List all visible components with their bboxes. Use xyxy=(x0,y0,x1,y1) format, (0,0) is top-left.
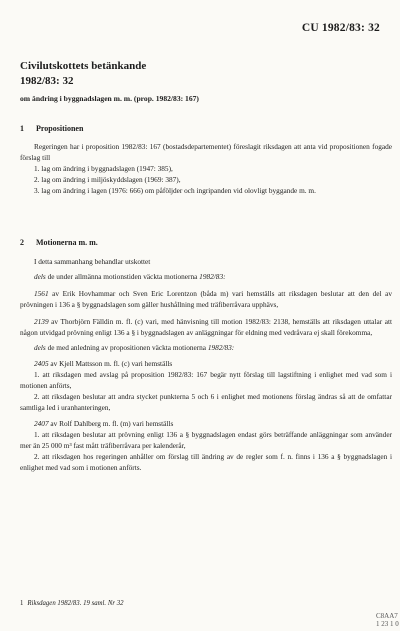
paragraph xyxy=(20,289,392,311)
emphasis: 1982/83: xyxy=(199,271,226,281)
section-title: Motionerna m. m. xyxy=(36,238,98,247)
section-title: Propositionen xyxy=(36,124,84,133)
list-item: 2. att riksdagen hos regeringen anhåller om förslag till ändring av de regler som f. n. finns i 136 a § byggnadslagen i enlighet med vad som i motionen anförts. xyxy=(20,451,392,472)
paragraph xyxy=(20,343,392,354)
section-1-body xyxy=(20,142,392,197)
document-subtitle: om ändring i byggnadslagen m. m. (prop. 1982/83: 167) xyxy=(20,94,199,103)
motion-number: 1561 xyxy=(34,288,49,298)
motion-number: 2139 xyxy=(34,316,49,326)
list-item: 1. att riksdagen beslutar att prövning enligt 136 a § byggnadslagen endast görs beträffande anläggningar som använder mer än 25 000 m³ fast mått träfiberråvara per kalenderår, xyxy=(20,429,392,450)
text: de med anledning av propositionen väckta motionerna xyxy=(45,343,208,353)
document-number: 1982/83: 32 xyxy=(20,75,74,87)
section-2-heading xyxy=(20,238,98,247)
paragraph xyxy=(20,359,392,370)
emphasis: dels xyxy=(34,343,46,353)
section-number: 2 xyxy=(20,238,24,247)
list-item: 2. att riksdagen beslutar att andra stycket punkterna 5 och 6 i enlighet med motionens förslag ändras så att de omfattar samtliga led i uranhanteringen, xyxy=(20,392,392,412)
list-item: 3. lag om ändring i lagen (1976: 666) om påföljder och ingripanden vid olovligt byggande m. m. xyxy=(34,185,316,195)
paragraph: I detta sammanhang behandlar utskottet xyxy=(34,257,151,266)
section-1-heading xyxy=(20,124,83,133)
paragraph: Regeringen har i proposition 1982/83: 167 (bostadsdepartementet) föreslagit riksdagen att anta vid propositionen fogade förslag till xyxy=(20,142,392,162)
paragraph xyxy=(20,317,392,339)
text: de under allmänna motionstiden väckta motionerna xyxy=(45,271,200,281)
text: av Kjell Mattsson m. fl. (c) vari hemställs xyxy=(48,359,173,369)
emphasis: 1982/83: xyxy=(207,343,235,353)
section-number: 1 xyxy=(20,124,24,133)
list-item: 1. lag om ändring i byggnadslagen (1947: 385), xyxy=(34,163,173,173)
footnote-text: Riksdagen 1982/83. 19 saml. Nr 32 xyxy=(27,600,124,607)
text: av Erik Hovhammar och Sven Eric Lorentzon (båda m) vari hemställs att riksdagen beslutar att den del av prövningen i 136 a § byggnadslagen som gäller hushållning med träfiberråvara upphävs, xyxy=(20,288,392,309)
motion-number: 2405 xyxy=(34,359,49,369)
list-item: 2. lag om ändring i miljöskyddslagen (1969: 387), xyxy=(34,174,181,184)
footnote xyxy=(20,600,124,607)
text: av Rolf Dahlberg m. fl. (m) vari hemställs xyxy=(48,418,174,428)
motion-number: 2407 xyxy=(34,418,49,428)
list-item: 1. att riksdagen med avslag på proposition 1982/83: 167 begär nytt förslag till lagstiftning i enlighet med vad som i motionen anförts, xyxy=(20,370,392,391)
paragraph xyxy=(20,419,392,430)
text: av Thorbjörn Fälldin m. fl. (c) vari, med hänvisning till motion 1982/83: 2138, hemställs att riksdagen uttalar att någon utvidgad prövning enligt 136 a § i byggnadslagen av anläggningar för eldning med vedråvara ej skall förekomma, xyxy=(20,316,392,337)
page-mark: C8AA7 1 23 1 0 xyxy=(376,612,399,628)
document-title: Civilutskottets betänkande xyxy=(20,60,147,72)
paragraph xyxy=(20,272,392,283)
footnote-marker: 1 xyxy=(20,600,24,607)
document-code: CU 1982/83: 32 xyxy=(301,22,380,34)
section-2-body xyxy=(20,257,392,473)
emphasis: dels xyxy=(34,271,46,281)
